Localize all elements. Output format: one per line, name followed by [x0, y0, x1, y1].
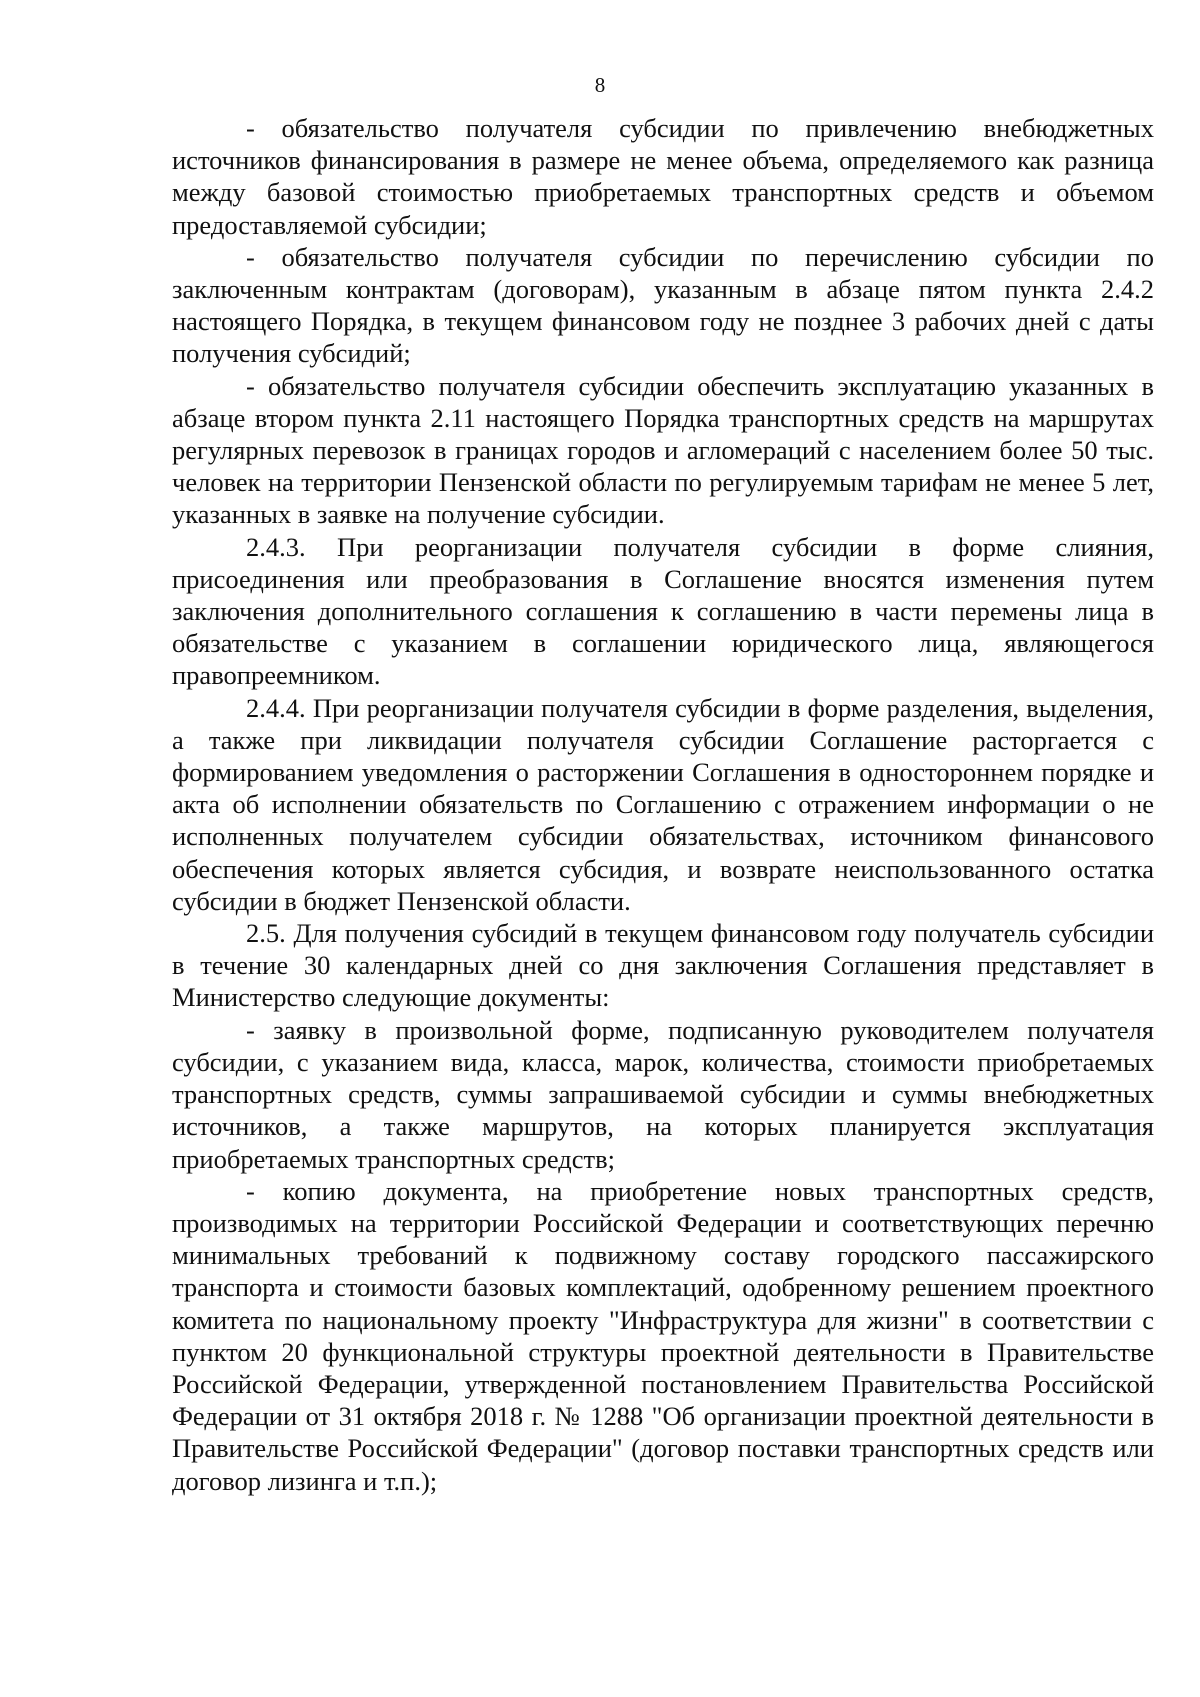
- page-number: 8: [594, 73, 606, 97]
- paragraph-obligation-transfer: - обязательство получателя субсидии по перечислению субсидии по заключенным контрактам (договорам), указанным в абзаце пятом пункта 2.4.2 настоящего Порядка, в текущем финансовом году не позднее 3 рабочих дней с даты получения субсидий;: [172, 241, 1154, 369]
- paragraph-2-4-4: 2.4.4. При реорганизации получателя субсидии в форме разделения, выделения, а также при ликвидации получателя субсидии Соглашение расторгается с формированием уведомления о расторжении Соглашения в одностороннем порядке и акта об исполнении обязательств по Соглашению с отражением информации о не исполненных получателем субсидии обязательствах, источником финансового обеспечения которых является субсидия, и возврате неиспользованного остатка субсидии в бюджет Пензенской области.: [172, 692, 1154, 916]
- document-body: [172, 112, 1154, 1497]
- paragraph-obligation-operation: - обязательство получателя субсидии обеспечить эксплуатацию указанных в абзаце втором пункта 2.11 настоящего Порядка транспортных средств на маршрутах регулярных перевозок в границах городов и агломераций с населением более 50 тыс. человек на территории Пензенской области по регулируемым тарифам не менее 5 лет, указанных в заявке на получение субсидии.: [172, 370, 1154, 530]
- paragraph-obligation-extrabudgetary: - обязательство получателя субсидии по привлечению внебюджетных источников финансирования в размере не менее объема, определяемого как разница между базовой стоимостью приобретаемых транспортных средств и объемом предоставляемой субсидии;: [172, 113, 1154, 240]
- paragraph-application: - заявку в произвольной форме, подписанную руководителем получателя субсидии, с указанием вида, класса, марок, количества, стоимости приобретаемых транспортных средств, суммы запрашиваемой субсидии и суммы внебюджетных источников, а также маршрутов, на которых планируется эксплуатация приобретаемых транспортных средств;: [172, 1014, 1154, 1174]
- paragraph-2-5: 2.5. Для получения субсидий в текущем финансовом году получатель субсидии в течение 30 календарных дней со дня заключения Соглашения представляет в Министерство следующие документы:: [172, 918, 1154, 1013]
- paragraph-document-copy: - копию документа, на приобретение новых транспортных средств, производимых на территории Российской Федерации и соответствующих перечню минимальных требований к подвижному составу городского пассажирского транспорта и стоимости базовых комплектаций, одобренному решением проектного комитета по национальному проекту "Инфраструктура для жизни" в соответствии с пунктом 20 функциональной структуры проектной деятельности в Правительстве Российской Федерации, утвержденной постановлением Правительства Российской Федерации от 31 октября 2018 г. № 1288 "Об организации проектной деятельности в Правительстве Российской Федерации" (договор поставки транспортных средств или договор лизинга и т.п.);: [172, 1175, 1154, 1496]
- paragraph-2-4-3: 2.4.3. При реорганизации получателя субсидии в форме слияния, присоединения или преобразования в Соглашение вносятся изменения путем заключения дополнительного соглашения к соглашению в части перемены лица в обязательстве с указанием в соглашении юридического лица, являющегося правопреемником.: [172, 531, 1154, 691]
